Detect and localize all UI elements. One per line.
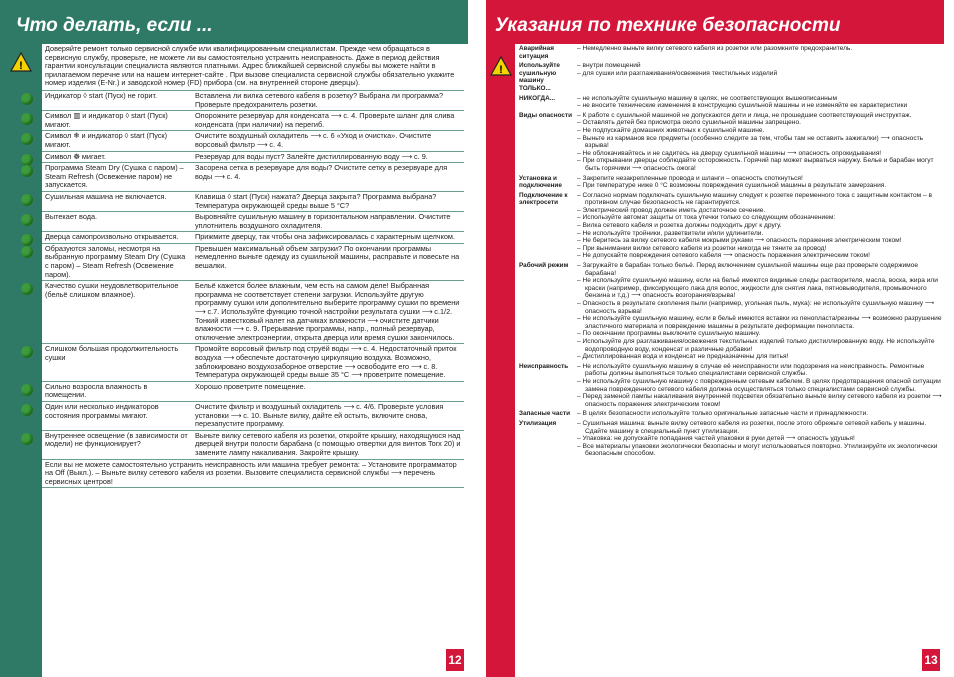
safety-item: – Используйте автомат защиты от тока утечки только со следующим обозначением:: [577, 214, 836, 222]
bullet-dot-icon: [21, 433, 33, 445]
safety-row: [517, 94, 944, 111]
safety-item: – Немедленно выньте вилку сетевого кабеля из розетки или разомкните предохранитель.: [577, 45, 853, 52]
problem-cell: Дверца самопроизвольно открывается.: [45, 232, 179, 242]
problem-cell: Качество сушки неудовлетворительное (бельё слишком влажное).: [45, 281, 179, 299]
safety-category: Запасные части: [519, 410, 571, 418]
table-row: [42, 91, 464, 111]
page-number-left: 12: [446, 649, 464, 671]
problem-cell: Сильно возросла влажность в помещении.: [45, 381, 148, 400]
safety-item: – Сушильная машина: выньте вилку сетевого кабеля из розетки, после этого обрежьте сетевой кабель у машины. Сдайте машину в специальный пункт утилизации.: [577, 419, 927, 435]
page-number-right: 13: [922, 649, 940, 671]
safety-item: – Выньте из карманов все предметы (особенно следите за тем, чтобы там не оставить зажигалки) ⟶ опасность взрыва!: [577, 134, 924, 150]
safety-item: – Не беритесь за вилку сетевого кабеля мокрыми руками ⟶ опасность поражения электрическим током!: [577, 237, 902, 245]
safety-item: – Все материалы упаковки экологически безопасны и могут использоваться повторно. Утилизируйте их экологически безопасным способом.: [577, 442, 938, 458]
solution-cell: Резервуар для воды пуст? Залейте дистиллированную воду ⟶ с. 9.: [195, 151, 428, 161]
safety-item: – При температуре ниже 0 °C возможны повреждения сушильной машины в результате замерзания.: [577, 182, 887, 190]
problem-cell: Программа Steam Dry (Сушка с паром) – Steam Refresh (Освежение паром) не запускается.: [45, 163, 184, 190]
safety-item: – Не используйте сушильную машину с поврежденным сетевым кабелем. В целях предотвращения опасной ситуации замена поврежденного сетевого кабеля должна осуществляться только специалистами сервисной службы.: [577, 377, 941, 393]
problem-cell: Индикатор ◊ start (Пуск) не горит.: [45, 90, 158, 100]
table-row: [42, 131, 464, 151]
solution-cell: Очистите воздушный охладитель ⟶ с. 6 «Уход и очистка». Очистите ворсовый фильтр ⟶ с. 4.: [195, 131, 432, 149]
problem-cell: Вытекает вода.: [45, 212, 98, 222]
safety-item: – Не используйте тройники, разветвители и/или удлинители.: [577, 229, 764, 237]
solution-cell: Опорожните резервуар для конденсата ⟶ с. 4. Проверьте шланг для слива конденсата (при наличии) на перегиб.: [195, 111, 455, 129]
table-row: [42, 212, 464, 232]
safety-item: – Не используйте сушильную машину, если на бельё имеются видимые следы растворителя, масла, воска, жира или краски (например, фиксирующего лака для волос, жидкости для снятия лака, пятновыводителя, промывочного бензина и т.д.) ⟶ опасность возгорания/взрыва!: [577, 277, 938, 300]
safety-item: – Вилка сетевого кабеля и розетка должны подходить друг к другу.: [577, 222, 782, 230]
safety-category: Используйте сушильную машину ТОЛЬКО...: [519, 62, 560, 92]
safety-category: Виды опасности: [519, 111, 572, 119]
safety-category: Неисправность: [519, 362, 569, 370]
bullet-dot-icon: [21, 194, 33, 206]
safety-item: – Используйте для разглаживания/освежения текстильных изделий только дистиллированную воду. Не используйте водопроводную воду, конденсат и различные добавки!: [577, 337, 935, 353]
warning-icon: [490, 56, 512, 76]
safety-item: – Не используйте сушильную машину в случае её неисправности или подозрения на неисправность. Ремонтные работы должны выполняться только специалистами сервисной службы.: [577, 362, 925, 378]
safety-item: – Опасность в результате скопления пыли (например, угольная пыль, мука): не используйте сушильную машину ⟶ опасность взрыва!: [577, 300, 935, 315]
safety-item: – По окончании программы выключите сушильную машину.: [577, 330, 761, 338]
safety-item: – При открывании дверцы соблюдайте осторожность. Горячий пар может вырваться наружу. Белье и барабан могут быть горячими ⟶ опасность ожога!: [577, 157, 934, 172]
table-row: [42, 232, 464, 244]
problem-cell: Символ ▥ и индикатор ◊ start (Пуск) мигают.: [45, 111, 168, 129]
safety-item: – Закрепите незакрепленные провода и шланги – опасность споткнуться!: [577, 174, 803, 182]
safety-item: – не вносите технические изменения в конструкцию сушильной машины и не изменяйте ее характеристики: [577, 102, 908, 110]
right-page: [486, 0, 944, 677]
footer-row: [42, 460, 464, 489]
table-row: [42, 382, 464, 402]
solution-cell: Хорошо проветрите помещение.: [195, 381, 306, 391]
table-row: [42, 192, 464, 212]
solution-cell: Вставлена ли вилка сетевого кабеля в розетку? Выбрана ли программа? Проверьте предохранитель розетки.: [195, 90, 444, 109]
safety-row: [517, 61, 944, 93]
bullet-dot-icon: [21, 384, 33, 396]
solution-cell: Клавиша ◊ start (Пуск) нажата? Дверца закрыта? Программа выбрана? Температура окружающей среды выше 5 °C?: [195, 191, 437, 210]
table-row: [42, 163, 464, 192]
safety-category: Рабочий режим: [519, 262, 569, 270]
safety-row: [517, 191, 944, 261]
solution-cell: Выньте вилку сетевого кабеля из розетки, откройте крышку, находящуюся над дверцей внутри полости барабана (с помощью отвертки для винтов Torx 20) и замените лампу накаливания. Закройте крышку.: [195, 430, 461, 457]
safety-row: [517, 111, 944, 174]
left-title: Что делать, если ...: [0, 0, 468, 44]
bullet-dot-icon: [21, 165, 33, 177]
problem-cell: Образуются заломы, несмотря на выбранную программу Steam Dry (Сушка с паром) – Steam Refresh (Освежение паром).: [45, 243, 186, 279]
safety-item: – Оставлять детей без присмотра около сушильной машины запрещено.: [577, 119, 801, 127]
safety-item: – внутри помещений: [577, 62, 641, 70]
solution-cell: Очистите фильтр и воздушный охладитель ⟶ с. 4/6. Проверьте условия установки ⟶ с. 10. Выньте вилку, дайте ей остыть, включите снова, перезапустите программу.: [195, 401, 444, 429]
safety-row: [517, 261, 944, 362]
bullet-dot-icon: [21, 133, 33, 145]
bullet-dot-icon: [21, 283, 33, 295]
bullet-dot-icon: [21, 234, 33, 246]
table-row: [42, 281, 464, 344]
safety-category: НИКОГДА...: [519, 94, 556, 102]
intro-text: Доверяйте ремонт только сервисной службе или квалифицированным специалистам. Прежде чем обращаться в сервисную службу, проверьте, не можете ли вы самостоятельно устранить неисправность. Даже в период действия гарантии консультации специалиста являются платными. Адрес ближайшей сервисной службы вы можете найти в прилагаемом перечне или на нашем интернет-сайте . При вызове специалиста сервисной службы обязательно укажите номер изделия (E-Nr.) и заводской номер (FD) прибора (см. на внутренней стороне дверцы).: [45, 44, 455, 88]
bullet-dot-icon: [21, 246, 33, 258]
problem-cell: Один или несколько индикаторов состояния программы мигают.: [45, 401, 159, 420]
solution-cell: Выровняйте сушильную машину в горизонтальном направлении. Очистите уплотнитель воздушного охладителя.: [195, 212, 451, 230]
warning-icon: [10, 52, 32, 72]
safety-category: Установка и подключение: [519, 174, 562, 190]
bullet-dot-icon: [21, 113, 33, 125]
safety-row: [517, 409, 944, 419]
safety-item: – Не допускайте повреждения сетевого кабеля ⟶ опасность поражения электрическим током!: [577, 252, 870, 260]
solution-cell: Засорена сетка в резервуаре для воды? Очистите сетку в резервуаре для воды ⟶ с. 4.: [195, 163, 448, 181]
safety-item: – Согласно нормам подключать сушильную машину следует к розетке переменного тока с защитным контактом – в противном случае безопасность не гарантируется.: [577, 191, 933, 207]
safety-row: [517, 44, 944, 61]
safety-row: [517, 174, 944, 191]
bullet-dot-icon: [21, 346, 33, 358]
safety-item: – Загружайте в барабан только бельё. Перед включением сушильной машины еще раз проверьте содержимое барабана!: [577, 262, 919, 277]
right-title: Указания по технике безопасности: [486, 0, 944, 44]
safety-table: [517, 44, 944, 459]
problem-cell: Символ ❄ и индикатор ◊ start (Пуск) мигают.: [45, 131, 168, 149]
footer-text: Если вы не можете самостоятельно устранить неисправность или машина требует ремонта: – Установите программатор на Off (Выкл.). – Выньте вилку сетевого кабеля из розетки. Вызовите специалиста сервисной службы ⟶ перечень сервисных центров!: [45, 459, 457, 486]
bullet-dot-icon: [21, 214, 33, 226]
bullet-dot-icon: [21, 404, 33, 416]
safety-row: [517, 419, 944, 459]
solution-cell: Бельё кажется более влажным, чем есть на самом деле! Выбранная программа не соответствует степени загрузки. Используйте другую программу сушки или дополнительно выберите программу сушки по времени ⟶ с.7. Используйте функцию точной настройки результата сушки ⟶ с.1/2. Тонкий известковый налет на датчиках влажности ⟶ очистите датчики влажности ⟶ с. 9. Прерывание программы, напр., полный резервуар, отключение электроэнергии, открыта дверца или время сушки закончилось.: [195, 281, 460, 342]
safety-category: Утилизация: [519, 419, 557, 427]
problem-cell: Внутреннее освещение (в зависимости от модели) не функционирует?: [45, 430, 188, 449]
table-row: [42, 244, 464, 281]
problem-cell: Слишком большая продолжительность сушки: [45, 344, 179, 362]
right-side-strip: [486, 44, 515, 677]
solution-cell: Превышен максимальный объем загрузки? По окончании программы немедленно выньте одежду из сушильной машины, расправьте и повесьте на вешалки.: [195, 243, 460, 271]
problem-cell: Сушильная машина не включается.: [45, 191, 167, 201]
safety-item: – Перед заменой лампы накаливания внутренней подсветки обязательно выньте вилку сетевого кабеля из розетки ⟶ опасность поражения электрическим током!: [577, 393, 942, 408]
safety-item: – для сушки или разглаживания/освежения текстильных изделий: [577, 69, 778, 77]
safety-item: – Не облокачивайтесь и не садитесь на дверцу сушильной машины ⟶ опасность опрокидывания!: [577, 149, 882, 157]
safety-item: – Дистиллированная вода и конденсат не предназначены для питья!: [577, 353, 789, 361]
safety-item: – Упаковка: не допускайте попадания частей упаковки в руки детей ⟶ опасность удушья!: [577, 435, 855, 443]
svg-text:!: !: [499, 64, 503, 76]
problem-cell: Символ ☸ мигает.: [45, 151, 106, 161]
safety-item: – К работе с сушильной машиной не допускаются дети и лица, не прошедшие соответствующий инструктаж.: [577, 111, 912, 119]
bullet-dot-icon: [21, 93, 33, 105]
troubleshooting-table: [42, 44, 464, 488]
safety-row: [517, 362, 944, 410]
solution-cell: Промойте ворсовый фильтр под струёй воды ⟶ с. 4. Недостаточный приток воздуха ⟶ обеспечьте достаточную циркуляцию воздуха. Возможно, заблокировано воздухозаборное отверстие ⟶ освободите его ⟶ с. 8. Температура окружающей среды выше 35 °C ⟶ проветрите помещение.: [195, 344, 457, 380]
left-page: [0, 0, 468, 677]
table-row: [42, 431, 464, 460]
svg-text:!: !: [19, 60, 23, 72]
safety-item: – Не подпускайте домашних животных к сушильной машине.: [577, 126, 765, 134]
table-row: [42, 344, 464, 381]
safety-category: Подключение к электросети: [519, 191, 568, 207]
safety-item: – Электрический провод должен иметь достаточное сечение.: [577, 206, 766, 214]
table-row: [42, 402, 464, 431]
safety-item: – В целях безопасности используйте только оригинальные запасные части и принадлежности.: [577, 410, 869, 418]
table-row: [42, 152, 464, 164]
safety-item: – не используйте сушильную машину в целях, не соответствующих вышеописанным: [577, 94, 838, 102]
safety-category: Аварийная ситуация: [519, 45, 554, 60]
solution-cell: Прижмите дверцу, так чтобы она зафиксировалась с характерным щелчком.: [195, 232, 455, 242]
safety-item: – Не используйте сушильную машину, если в бельё имеются вставки из пенопласта/резины ⟶ возможно разрушение эластичного материала и повреждение машины в результате деформации пенопласта.: [577, 315, 942, 330]
safety-item: – При вынимании вилки сетевого кабеля из розетки никогда не тяните за провод!: [577, 244, 827, 252]
table-row: [42, 111, 464, 131]
